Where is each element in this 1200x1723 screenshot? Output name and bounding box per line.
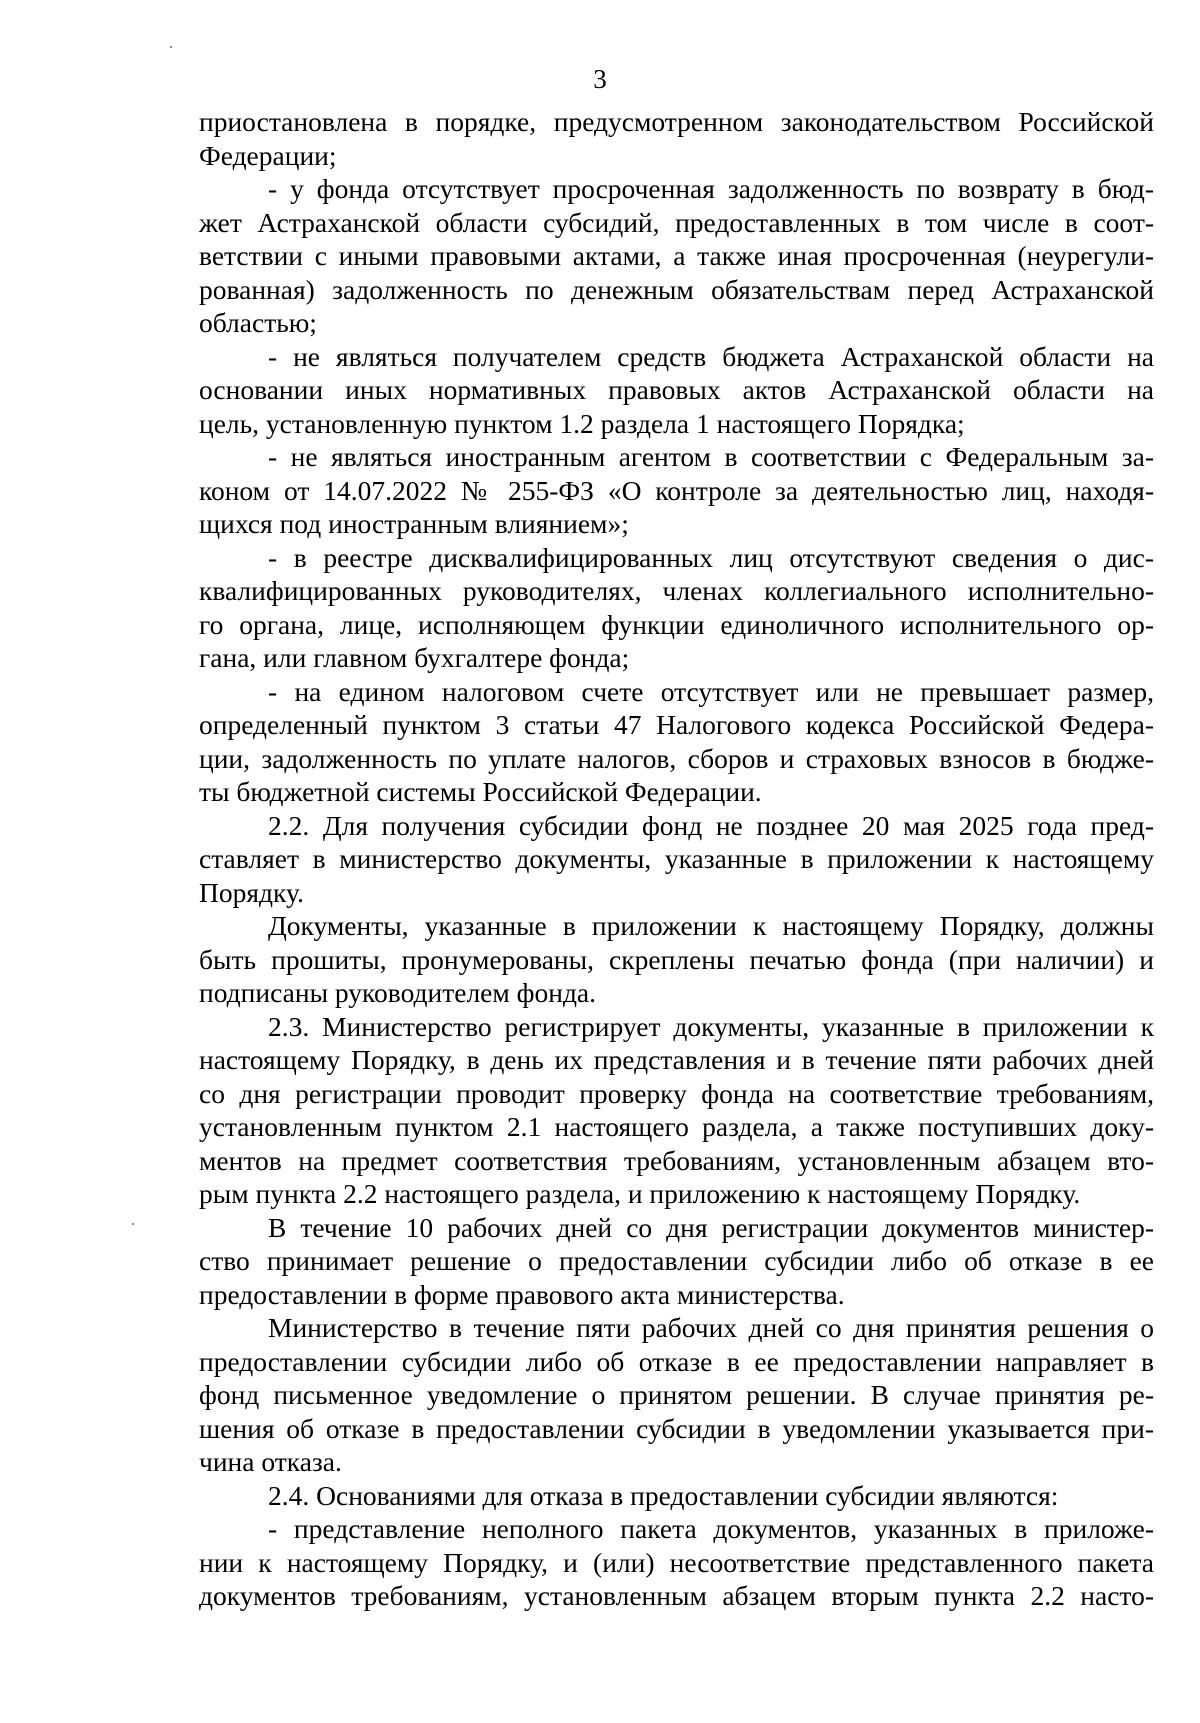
text-line: настоящему Порядку, в день их представления и в течение пяти рабочих дней xyxy=(199,1044,1154,1075)
text-line: 2.4. Основаниями для отказа в предоставлении субсидии являются: xyxy=(268,1479,1059,1511)
text-line: основании иных нормативных правовых актов Астраханской области на xyxy=(199,374,1154,405)
text-line: предоставлении в форме правового акта министерства. xyxy=(199,1278,845,1310)
text-line: Порядку. xyxy=(199,876,304,908)
text-line: ментов на предмет соответствия требованиям, установленным абзацем вто- xyxy=(199,1144,1154,1176)
text-line: установленным пунктом 2.1 настоящего раздела, а также поступивших доку- xyxy=(199,1111,1154,1142)
text-line: ство принимает решение о предоставлении субсидии либо об отказе в ее xyxy=(199,1245,1154,1276)
text-line: - представление неполного пакета документов, указанных в приложе- xyxy=(268,1513,1154,1544)
text-line: нии к настоящему Порядку, и (или) несоответствие представленного пакета xyxy=(199,1546,1154,1578)
text-line: областью; xyxy=(199,307,317,338)
text-line: предоставлении субсидии либо об отказе в ее предоставлении направляет в xyxy=(199,1345,1154,1377)
text-line: - в реестре дисквалифицированных лиц отсутствуют сведения о дис- xyxy=(268,541,1154,573)
text-line: щихся под иностранным влиянием»; xyxy=(199,508,629,539)
text-line: 2.3. Министерство регистрирует документы, указанные в приложении к xyxy=(268,1010,1154,1042)
text-line: - на едином налоговом счете отсутствует или не превышает размер, xyxy=(268,675,1154,707)
text-line: го органа, лице, исполняющем функции единоличного исполнительного ор- xyxy=(199,608,1154,640)
text-line: рованная) задолженность по денежным обязательствам перед Астраханской xyxy=(199,273,1154,305)
text-line: Министерство в течение пяти рабочих дней со дня принятия решения о xyxy=(268,1312,1154,1343)
text-line: фонд письменное уведомление о принятом решении. В случае принятия ре- xyxy=(199,1379,1154,1410)
text-line: ветствии с иными правовыми актами, а также иная просроченная (неурегули- xyxy=(199,240,1154,271)
text-line: цель, установленную пунктом 1.2 раздела 1 настоящего Порядка; xyxy=(199,407,965,439)
document-body xyxy=(199,105,1154,1613)
text-line: определенный пунктом 3 статьи 47 Налогового кодекса Российской Федера- xyxy=(199,709,1154,740)
text-line: чина отказа. xyxy=(199,1446,342,1477)
text-line: подписаны руководителем фонда. xyxy=(199,977,597,1008)
text-line: рым пункта 2.2 настоящего раздела, и приложению к настоящему Порядку. xyxy=(199,1178,1081,1209)
text-line: - не являться иностранным агентом в соответствии с Федеральным за- xyxy=(268,441,1154,472)
text-line: квалифицированных руководителях, членах коллегиального исполнительно- xyxy=(199,575,1154,606)
text-line: со дня регистрации проводит проверку фонда на соответствие требованиям, xyxy=(199,1077,1154,1109)
text-line: жет Астраханской области субсидий, предоставленных в том числе в соот- xyxy=(199,206,1154,238)
text-line: ции, задолженность по уплате налогов, сборов и страховых взносов в бюдже- xyxy=(199,742,1154,774)
text-line: шения об отказе в предоставлении субсидии в уведомлении указывается при- xyxy=(199,1412,1154,1444)
scan-speck xyxy=(132,1223,134,1225)
text-line: В течение 10 рабочих дней со дня регистрации документов министер- xyxy=(268,1211,1154,1243)
text-line: - у фонда отсутствует просроченная задолженность по возврату в бюд- xyxy=(268,173,1154,204)
text-line: приостановлена в порядке, предусмотренном законодательством Российской xyxy=(199,106,1154,137)
text-line: гана, или главном бухгалтере фонда; xyxy=(199,642,630,673)
text-line: Документы, указанные в приложении к настоящему Порядку, должны xyxy=(268,910,1154,941)
text-line: ставляет в министерство документы, указанные в приложении к настоящему xyxy=(199,843,1154,874)
text-line: быть прошиты, пронумерованы, скреплены печатью фонда (при наличии) и xyxy=(199,943,1154,975)
text-line: документов требованиям, установленным абзацем вторым пункта 2.2 насто- xyxy=(199,1580,1154,1611)
text-line: ты бюджетной системы Российской Федерации. xyxy=(199,776,762,807)
text-line: Федерации; xyxy=(199,139,337,171)
scan-speck xyxy=(170,46,172,48)
text-line: коном от 14.07.2022 № 255-ФЗ «О контроле за деятельностью лиц, находя- xyxy=(199,474,1154,506)
text-line: - не являться получателем средств бюджета Астраханской области на xyxy=(268,340,1154,372)
text-line: 2.2. Для получения субсидии фонд не позднее 20 мая 2025 года пред- xyxy=(268,809,1154,841)
page-number: 3 xyxy=(593,64,607,94)
